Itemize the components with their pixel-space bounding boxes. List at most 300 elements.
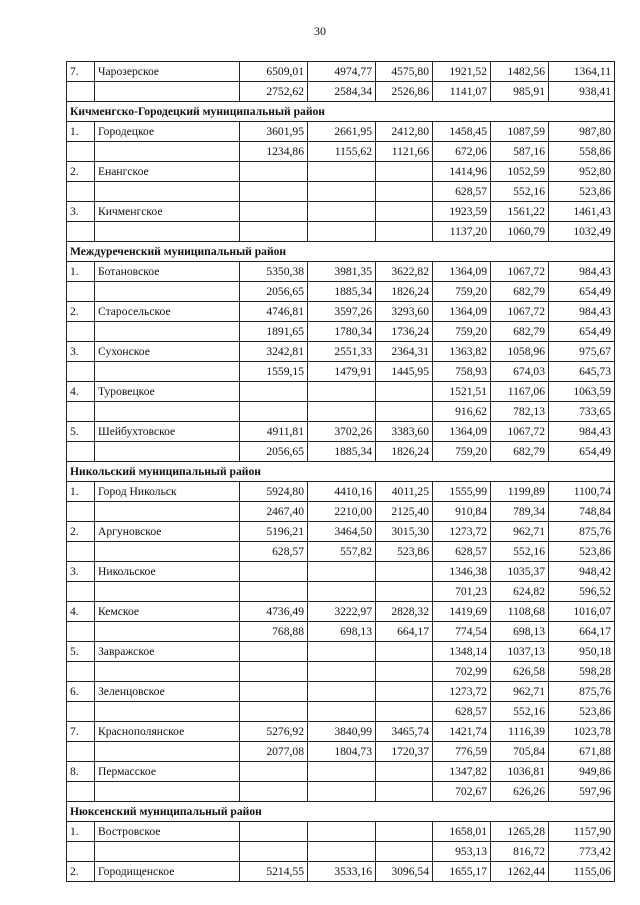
- value-cell: [376, 702, 433, 722]
- value-cell: 938,41: [549, 82, 615, 102]
- table-row: [67, 562, 615, 582]
- value-cell: 5214,55: [240, 862, 308, 882]
- value-cell: 5924,80: [240, 482, 308, 502]
- table-row: [67, 722, 615, 742]
- value-cell: 1364,09: [433, 302, 491, 322]
- value-cell: 1058,96: [491, 342, 549, 362]
- value-cell: [240, 662, 308, 682]
- value-cell: [240, 642, 308, 662]
- value-cell: 2661,95: [308, 122, 376, 142]
- value-cell: 3840,99: [308, 722, 376, 742]
- value-cell: 1273,72: [433, 682, 491, 702]
- value-cell: 1063,59: [549, 382, 615, 402]
- table-row: [67, 262, 615, 282]
- settlement-name: [95, 622, 240, 642]
- value-cell: 3601,95: [240, 122, 308, 142]
- value-cell: [376, 662, 433, 682]
- value-cell: 1804,73: [308, 742, 376, 762]
- value-cell: 3533,16: [308, 862, 376, 882]
- value-cell: 1363,82: [433, 342, 491, 362]
- value-cell: 628,57: [240, 542, 308, 562]
- value-cell: 626,26: [491, 782, 549, 802]
- value-cell: 1923,59: [433, 202, 491, 222]
- value-cell: [308, 182, 376, 202]
- value-cell: [308, 162, 376, 182]
- value-cell: 3015,30: [376, 522, 433, 542]
- value-cell: 654,49: [549, 282, 615, 302]
- value-cell: 1826,24: [376, 282, 433, 302]
- table-row: [67, 342, 615, 362]
- value-cell: 2526,86: [376, 82, 433, 102]
- value-cell: 1067,72: [491, 302, 549, 322]
- value-cell: 1137,20: [433, 222, 491, 242]
- value-cell: [240, 822, 308, 842]
- settlement-name: Аргуновское: [95, 522, 240, 542]
- row-number: [67, 782, 95, 802]
- settlement-name: [95, 222, 240, 242]
- value-cell: 1479,91: [308, 362, 376, 382]
- value-cell: 698,13: [308, 622, 376, 642]
- value-cell: [376, 182, 433, 202]
- value-cell: [308, 202, 376, 222]
- value-cell: [240, 202, 308, 222]
- value-cell: 698,13: [491, 622, 549, 642]
- value-cell: 1087,59: [491, 122, 549, 142]
- value-cell: 875,76: [549, 682, 615, 702]
- value-cell: 953,13: [433, 842, 491, 862]
- settlement-name: [95, 322, 240, 342]
- value-cell: 1121,66: [376, 142, 433, 162]
- value-cell: 4736,49: [240, 602, 308, 622]
- row-number: [67, 282, 95, 302]
- settlement-name: Ботановское: [95, 262, 240, 282]
- value-cell: 1780,34: [308, 322, 376, 342]
- value-cell: 984,43: [549, 302, 615, 322]
- settlement-name: [95, 582, 240, 602]
- settlement-name: [95, 282, 240, 302]
- value-cell: 1052,59: [491, 162, 549, 182]
- value-cell: 952,80: [549, 162, 615, 182]
- value-cell: 1414,96: [433, 162, 491, 182]
- settlement-name: [95, 842, 240, 862]
- value-cell: 1116,39: [491, 722, 549, 742]
- row-number: [67, 742, 95, 762]
- value-cell: 671,88: [549, 742, 615, 762]
- value-cell: 1346,38: [433, 562, 491, 582]
- value-cell: 1364,09: [433, 262, 491, 282]
- value-cell: 558,86: [549, 142, 615, 162]
- district-header-row: [67, 102, 615, 122]
- value-cell: 2210,00: [308, 502, 376, 522]
- row-number: 3.: [67, 342, 95, 362]
- value-cell: 1658,01: [433, 822, 491, 842]
- value-cell: 4746,81: [240, 302, 308, 322]
- table-row: [67, 282, 615, 302]
- value-cell: 1234,86: [240, 142, 308, 162]
- value-cell: 1421,74: [433, 722, 491, 742]
- value-cell: 1419,69: [433, 602, 491, 622]
- table-row: [67, 622, 615, 642]
- value-cell: 1265,28: [491, 822, 549, 842]
- value-cell: 557,82: [308, 542, 376, 562]
- value-cell: 1155,06: [549, 862, 615, 882]
- value-cell: 664,17: [376, 622, 433, 642]
- table-row: [67, 702, 615, 722]
- value-cell: 4575,80: [376, 62, 433, 82]
- value-cell: 587,16: [491, 142, 549, 162]
- value-cell: 705,84: [491, 742, 549, 762]
- value-cell: 3702,26: [308, 422, 376, 442]
- value-cell: 748,84: [549, 502, 615, 522]
- value-cell: 962,71: [491, 522, 549, 542]
- value-cell: 1364,09: [433, 422, 491, 442]
- value-cell: [376, 762, 433, 782]
- value-cell: 733,65: [549, 402, 615, 422]
- row-number: 2.: [67, 522, 95, 542]
- value-cell: 759,20: [433, 322, 491, 342]
- table-row: [67, 762, 615, 782]
- value-cell: 4911,81: [240, 422, 308, 442]
- row-number: 4.: [67, 602, 95, 622]
- value-cell: 1037,13: [491, 642, 549, 662]
- value-cell: 654,49: [549, 442, 615, 462]
- value-cell: 682,79: [491, 282, 549, 302]
- value-cell: 1067,72: [491, 262, 549, 282]
- settlement-name: Зеленцовское: [95, 682, 240, 702]
- value-cell: 2125,40: [376, 502, 433, 522]
- value-cell: 3465,74: [376, 722, 433, 742]
- row-number: 1.: [67, 482, 95, 502]
- value-cell: 1458,45: [433, 122, 491, 142]
- value-cell: 674,03: [491, 362, 549, 382]
- value-cell: 2056,65: [240, 282, 308, 302]
- value-cell: 628,57: [433, 542, 491, 562]
- settlement-name: [95, 542, 240, 562]
- settlement-name: Город Никольск: [95, 482, 240, 502]
- table-row: [67, 302, 615, 322]
- value-cell: 1826,24: [376, 442, 433, 462]
- value-cell: 702,67: [433, 782, 491, 802]
- settlement-name: [95, 362, 240, 382]
- value-cell: [376, 582, 433, 602]
- settlement-name: Никольское: [95, 562, 240, 582]
- value-cell: [240, 762, 308, 782]
- table-row: [67, 422, 615, 442]
- value-cell: 782,13: [491, 402, 549, 422]
- value-cell: 523,86: [549, 702, 615, 722]
- table-row: [67, 682, 615, 702]
- table-row: [67, 602, 615, 622]
- value-cell: 2551,33: [308, 342, 376, 362]
- row-number: 5.: [67, 422, 95, 442]
- value-cell: 962,71: [491, 682, 549, 702]
- value-cell: [308, 562, 376, 582]
- row-number: 6.: [67, 682, 95, 702]
- value-cell: 701,23: [433, 582, 491, 602]
- value-cell: 523,86: [549, 182, 615, 202]
- value-cell: [308, 382, 376, 402]
- value-cell: 2584,34: [308, 82, 376, 102]
- row-number: 2.: [67, 302, 95, 322]
- table-row: [67, 582, 615, 602]
- value-cell: 1559,15: [240, 362, 308, 382]
- value-cell: 1155,62: [308, 142, 376, 162]
- table-row: [67, 122, 615, 142]
- table-row: [67, 642, 615, 662]
- value-cell: 3981,35: [308, 262, 376, 282]
- settlement-name: [95, 742, 240, 762]
- value-cell: 1199,89: [491, 482, 549, 502]
- settlement-name: [95, 502, 240, 522]
- table-row: [67, 222, 615, 242]
- value-cell: [376, 562, 433, 582]
- value-cell: 2467,40: [240, 502, 308, 522]
- table-row: [67, 142, 615, 162]
- settlement-name: Городецкое: [95, 122, 240, 142]
- value-cell: 1016,07: [549, 602, 615, 622]
- value-cell: 3242,81: [240, 342, 308, 362]
- value-cell: 1736,24: [376, 322, 433, 342]
- value-cell: 1555,99: [433, 482, 491, 502]
- settlement-name: [95, 82, 240, 102]
- row-number: [67, 662, 95, 682]
- value-cell: [240, 842, 308, 862]
- row-number: 2.: [67, 862, 95, 882]
- settlement-name: [95, 782, 240, 802]
- value-cell: [308, 702, 376, 722]
- settlement-name: Краснополянское: [95, 722, 240, 742]
- table-row: [67, 662, 615, 682]
- value-cell: [376, 402, 433, 422]
- value-cell: 1060,79: [491, 222, 549, 242]
- value-cell: 1023,78: [549, 722, 615, 742]
- value-cell: 596,52: [549, 582, 615, 602]
- value-cell: 985,91: [491, 82, 549, 102]
- value-cell: 1347,82: [433, 762, 491, 782]
- value-cell: 3096,54: [376, 862, 433, 882]
- value-cell: [240, 582, 308, 602]
- row-number: [67, 582, 95, 602]
- value-cell: 672,06: [433, 142, 491, 162]
- settlement-name: [95, 442, 240, 462]
- value-cell: 984,43: [549, 262, 615, 282]
- value-cell: [376, 162, 433, 182]
- row-number: [67, 402, 95, 422]
- value-cell: 1108,68: [491, 602, 549, 622]
- row-number: 2.: [67, 162, 95, 182]
- row-number: [67, 502, 95, 522]
- value-cell: 626,58: [491, 662, 549, 682]
- value-cell: 5350,38: [240, 262, 308, 282]
- value-cell: [308, 762, 376, 782]
- value-cell: 949,86: [549, 762, 615, 782]
- value-cell: 984,43: [549, 422, 615, 442]
- value-cell: [240, 382, 308, 402]
- value-cell: [240, 162, 308, 182]
- value-cell: 759,20: [433, 282, 491, 302]
- value-cell: 5196,21: [240, 522, 308, 542]
- settlement-name: Туровецкое: [95, 382, 240, 402]
- value-cell: 2077,08: [240, 742, 308, 762]
- value-cell: 1561,22: [491, 202, 549, 222]
- value-cell: 948,42: [549, 562, 615, 582]
- value-cell: 597,96: [549, 782, 615, 802]
- table-row: [67, 542, 615, 562]
- value-cell: [376, 782, 433, 802]
- value-cell: 1521,51: [433, 382, 491, 402]
- value-cell: 628,57: [433, 702, 491, 722]
- value-cell: [240, 702, 308, 722]
- value-cell: 682,79: [491, 442, 549, 462]
- value-cell: 1720,37: [376, 742, 433, 762]
- table-row: [67, 402, 615, 422]
- district-header-row: [67, 242, 615, 262]
- settlement-name: Сухонское: [95, 342, 240, 362]
- value-cell: 2364,31: [376, 342, 433, 362]
- value-cell: 552,16: [491, 542, 549, 562]
- value-cell: 987,80: [549, 122, 615, 142]
- district-title: Нюксенский муниципальный район: [67, 802, 615, 822]
- value-cell: 4974,77: [308, 62, 376, 82]
- value-cell: 3464,50: [308, 522, 376, 542]
- table-row: [67, 162, 615, 182]
- value-cell: 645,73: [549, 362, 615, 382]
- value-cell: 654,49: [549, 322, 615, 342]
- value-cell: [308, 222, 376, 242]
- value-cell: 758,93: [433, 362, 491, 382]
- row-number: [67, 622, 95, 642]
- value-cell: 4011,25: [376, 482, 433, 502]
- value-cell: 1273,72: [433, 522, 491, 542]
- settlement-name: [95, 402, 240, 422]
- settlement-name: Енангское: [95, 162, 240, 182]
- value-cell: 523,86: [376, 542, 433, 562]
- row-number: 1.: [67, 262, 95, 282]
- value-cell: [308, 822, 376, 842]
- settlement-name: Востровское: [95, 822, 240, 842]
- value-cell: 916,62: [433, 402, 491, 422]
- value-cell: [376, 382, 433, 402]
- row-number: [67, 702, 95, 722]
- value-cell: 2752,62: [240, 82, 308, 102]
- table-row: [67, 82, 615, 102]
- value-cell: 1167,06: [491, 382, 549, 402]
- value-cell: 4410,16: [308, 482, 376, 502]
- row-number: 8.: [67, 762, 95, 782]
- settlement-name: Шейбухтовское: [95, 422, 240, 442]
- district-title: Никольский муниципальный район: [67, 462, 615, 482]
- value-cell: 702,99: [433, 662, 491, 682]
- value-cell: [376, 202, 433, 222]
- value-cell: [308, 682, 376, 702]
- value-cell: 3222,97: [308, 602, 376, 622]
- value-cell: [240, 222, 308, 242]
- row-number: [67, 222, 95, 242]
- value-cell: [308, 662, 376, 682]
- table-row: [67, 522, 615, 542]
- value-cell: 6509,01: [240, 62, 308, 82]
- value-cell: 624,82: [491, 582, 549, 602]
- table-row: [67, 782, 615, 802]
- value-cell: [308, 842, 376, 862]
- value-cell: 1036,81: [491, 762, 549, 782]
- value-cell: 1262,44: [491, 862, 549, 882]
- row-number: [67, 542, 95, 562]
- value-cell: 759,20: [433, 442, 491, 462]
- settlement-name: [95, 142, 240, 162]
- value-cell: 682,79: [491, 322, 549, 342]
- value-cell: [240, 402, 308, 422]
- value-cell: [240, 682, 308, 702]
- row-number: [67, 322, 95, 342]
- value-cell: [240, 562, 308, 582]
- value-cell: 664,17: [549, 622, 615, 642]
- row-number: [67, 442, 95, 462]
- table-row: [67, 482, 615, 502]
- value-cell: 1364,11: [549, 62, 615, 82]
- table-row: [67, 182, 615, 202]
- settlement-name: [95, 702, 240, 722]
- value-cell: 3622,82: [376, 262, 433, 282]
- settlement-name: Завражское: [95, 642, 240, 662]
- value-cell: 2056,65: [240, 442, 308, 462]
- table-row: [67, 742, 615, 762]
- settlement-name: Кичменгское: [95, 202, 240, 222]
- value-cell: 523,86: [549, 542, 615, 562]
- table-row: [67, 502, 615, 522]
- table-row: [67, 442, 615, 462]
- value-cell: 2828,32: [376, 602, 433, 622]
- value-cell: 1885,34: [308, 442, 376, 462]
- value-cell: [308, 782, 376, 802]
- value-cell: 789,34: [491, 502, 549, 522]
- value-cell: 2412,80: [376, 122, 433, 142]
- row-number: 3.: [67, 562, 95, 582]
- value-cell: 1157,90: [549, 822, 615, 842]
- table-row: [67, 202, 615, 222]
- row-number: 5.: [67, 642, 95, 662]
- row-number: 7.: [67, 722, 95, 742]
- value-cell: [376, 222, 433, 242]
- value-cell: [308, 582, 376, 602]
- value-cell: [376, 842, 433, 862]
- value-cell: 1035,37: [491, 562, 549, 582]
- value-cell: 875,76: [549, 522, 615, 542]
- table-row: [67, 862, 615, 882]
- value-cell: 1348,14: [433, 642, 491, 662]
- table-row: [67, 382, 615, 402]
- row-number: [67, 182, 95, 202]
- row-number: 1.: [67, 122, 95, 142]
- value-cell: [308, 402, 376, 422]
- row-number: 3.: [67, 202, 95, 222]
- value-cell: 3383,60: [376, 422, 433, 442]
- value-cell: 773,42: [549, 842, 615, 862]
- value-cell: 950,18: [549, 642, 615, 662]
- settlement-name: Городищенское: [95, 862, 240, 882]
- value-cell: 3597,26: [308, 302, 376, 322]
- value-cell: [240, 782, 308, 802]
- settlement-name: Кемское: [95, 602, 240, 622]
- value-cell: 1891,65: [240, 322, 308, 342]
- value-cell: 552,16: [491, 182, 549, 202]
- tariff-table: [66, 61, 615, 882]
- row-number: [67, 82, 95, 102]
- district-title: Междуреченский муниципальный район: [67, 242, 615, 262]
- row-number: [67, 362, 95, 382]
- table-row: [67, 62, 615, 82]
- value-cell: 1067,72: [491, 422, 549, 442]
